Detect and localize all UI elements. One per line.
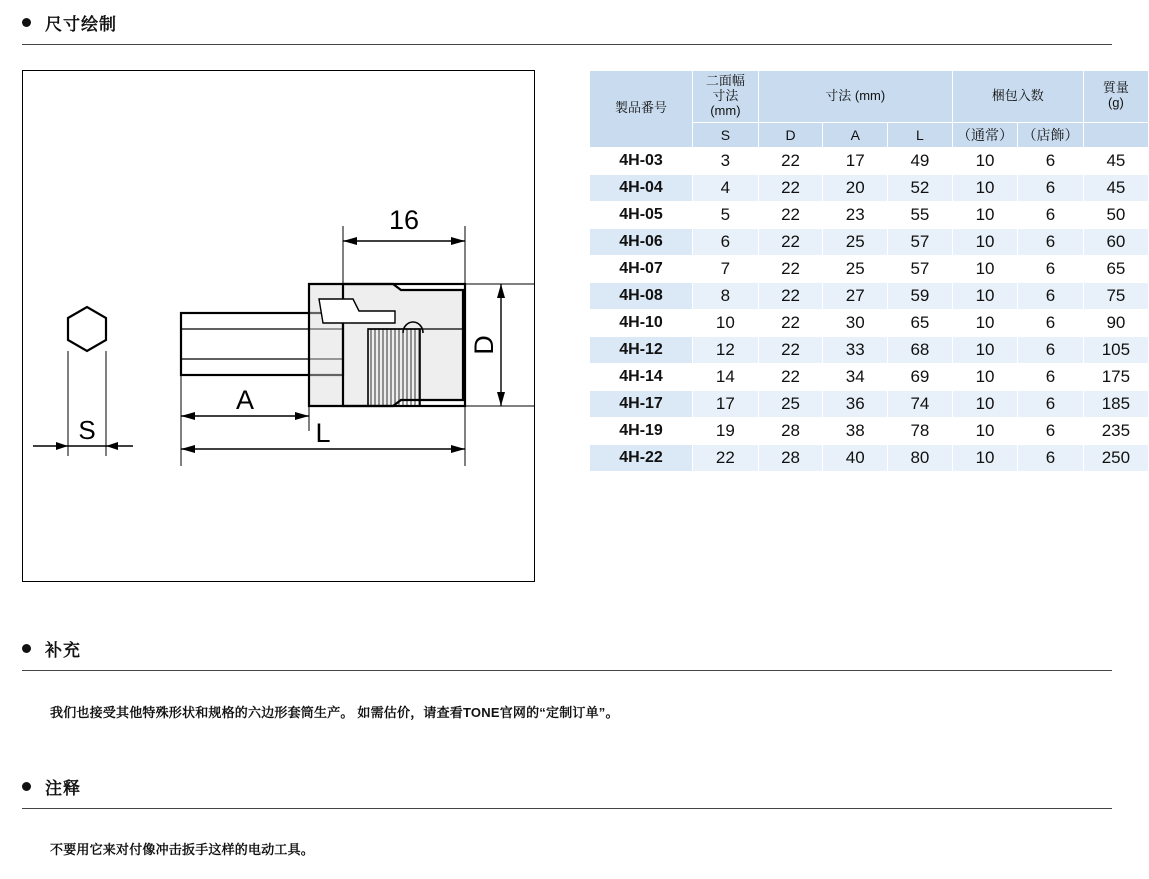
cell-pack-store: 6	[1018, 390, 1084, 417]
cell-s: 19	[693, 417, 759, 444]
cell-d: 22	[758, 336, 823, 363]
cell-weight: 45	[1083, 147, 1148, 174]
header-across-flats-line1: 二面幅	[705, 73, 745, 88]
cell-l: 69	[888, 363, 953, 390]
cell-s: 4	[693, 174, 759, 201]
cell-l: 52	[888, 174, 953, 201]
cell-d: 22	[758, 255, 823, 282]
spec-table	[589, 70, 1149, 472]
cell-a: 17	[823, 147, 888, 174]
bullet-icon	[22, 782, 31, 791]
dimension-drawing	[22, 70, 535, 582]
cell-d: 22	[758, 363, 823, 390]
cell-pack-store: 6	[1018, 309, 1084, 336]
cell-s: 6	[693, 228, 759, 255]
header-sub-s: S	[693, 122, 759, 147]
label-16: 16	[388, 205, 420, 235]
cell-a: 33	[823, 336, 888, 363]
cell-weight: 50	[1083, 201, 1148, 228]
cell-pack-store: 6	[1018, 444, 1084, 471]
hex-profile-icon	[68, 307, 106, 351]
divider-supplement	[22, 670, 1112, 671]
cell-weight: 185	[1083, 390, 1148, 417]
table-row	[590, 336, 1149, 363]
label-l: L	[315, 418, 331, 448]
header-weight-line2: (g)	[1107, 95, 1124, 111]
cell-a: 40	[823, 444, 888, 471]
cell-a: 23	[823, 201, 888, 228]
cell-d: 22	[758, 228, 823, 255]
cell-pack-store: 6	[1018, 336, 1084, 363]
cell-a: 36	[823, 390, 888, 417]
cell-s: 3	[693, 147, 759, 174]
bullet-icon	[22, 644, 31, 653]
cell-model: 4H-12	[590, 336, 693, 363]
cell-s: 7	[693, 255, 759, 282]
spec-table-head	[590, 71, 1149, 148]
cell-s: 14	[693, 363, 759, 390]
table-row	[590, 417, 1149, 444]
cell-l: 49	[888, 147, 953, 174]
cell-l: 80	[888, 444, 953, 471]
cell-d: 28	[758, 444, 823, 471]
cell-d: 22	[758, 147, 823, 174]
cell-l: 74	[888, 390, 953, 417]
table-row	[590, 390, 1149, 417]
cell-s: 17	[693, 390, 759, 417]
header-sub-d: D	[758, 122, 823, 147]
table-row	[590, 282, 1149, 309]
cell-model: 4H-22	[590, 444, 693, 471]
table-row	[590, 147, 1149, 174]
table-row	[590, 309, 1149, 336]
header-dimensions: 寸法 (mm)	[758, 71, 952, 123]
cell-model: 4H-05	[590, 201, 693, 228]
header-row-1	[590, 71, 1149, 123]
cell-pack-store: 6	[1018, 417, 1084, 444]
header-sub-a: A	[823, 122, 888, 147]
cell-pack-store: 6	[1018, 147, 1084, 174]
section-title-notes: 注释	[45, 779, 81, 798]
cell-l: 59	[888, 282, 953, 309]
cell-pack-normal: 10	[952, 417, 1018, 444]
section-heading-supplement	[22, 636, 1112, 661]
cell-weight: 235	[1083, 417, 1148, 444]
table-row	[590, 444, 1149, 471]
cell-s: 10	[693, 309, 759, 336]
header-weight	[1083, 71, 1148, 123]
cell-a: 38	[823, 417, 888, 444]
cell-weight: 45	[1083, 174, 1148, 201]
cell-d: 22	[758, 282, 823, 309]
divider-dimensions	[22, 44, 1112, 45]
cell-pack-store: 6	[1018, 201, 1084, 228]
cell-l: 78	[888, 417, 953, 444]
cell-pack-normal: 10	[952, 363, 1018, 390]
cell-weight: 250	[1083, 444, 1148, 471]
section-heading-notes	[22, 774, 1112, 799]
cell-pack-store: 6	[1018, 255, 1084, 282]
header-across-flats-line2: 寸法	[712, 87, 739, 103]
cell-model: 4H-04	[590, 174, 693, 201]
label-a: A	[235, 385, 255, 415]
label-s: S	[78, 415, 96, 445]
cell-a: 25	[823, 255, 888, 282]
table-row	[590, 174, 1149, 201]
bullet-icon	[22, 18, 31, 27]
cell-d: 22	[758, 201, 823, 228]
cell-model: 4H-06	[590, 228, 693, 255]
cell-pack-normal: 10	[952, 147, 1018, 174]
cell-s: 12	[693, 336, 759, 363]
section-title-supplement: 补充	[45, 641, 81, 660]
header-weight-line1: 質量	[1102, 80, 1129, 96]
cell-pack-normal: 10	[952, 174, 1018, 201]
header-packing: 梱包入数	[952, 71, 1083, 123]
divider-notes	[22, 808, 1112, 809]
label-d: D	[469, 335, 499, 355]
cell-l: 55	[888, 201, 953, 228]
table-row	[590, 255, 1149, 282]
header-across-flats	[693, 71, 759, 123]
section-heading-dimensions	[22, 10, 1112, 35]
cell-model: 4H-07	[590, 255, 693, 282]
cell-a: 30	[823, 309, 888, 336]
cell-a: 25	[823, 228, 888, 255]
cell-a: 20	[823, 174, 888, 201]
cell-weight: 75	[1083, 282, 1148, 309]
cell-model: 4H-10	[590, 309, 693, 336]
cell-weight: 105	[1083, 336, 1148, 363]
cell-pack-normal: 10	[952, 282, 1018, 309]
header-sub-pack-normal: （通常）	[952, 122, 1018, 147]
header-sub-l: L	[888, 122, 953, 147]
cell-weight: 65	[1083, 255, 1148, 282]
header-sub-weight-spacer	[1083, 122, 1148, 147]
cell-pack-store: 6	[1018, 363, 1084, 390]
section-title-dimensions: 尺寸绘制	[45, 15, 117, 34]
cell-weight: 90	[1083, 309, 1148, 336]
cell-pack-normal: 10	[952, 228, 1018, 255]
cell-pack-normal: 10	[952, 255, 1018, 282]
cell-model: 4H-14	[590, 363, 693, 390]
cell-d: 22	[758, 174, 823, 201]
cell-pack-normal: 10	[952, 309, 1018, 336]
cell-pack-normal: 10	[952, 390, 1018, 417]
cell-model: 4H-19	[590, 417, 693, 444]
header-sub-pack-store: （店飾）	[1018, 122, 1084, 147]
cell-d: 28	[758, 417, 823, 444]
cell-d: 25	[758, 390, 823, 417]
cell-l: 57	[888, 255, 953, 282]
cell-pack-normal: 10	[952, 336, 1018, 363]
table-row	[590, 201, 1149, 228]
cell-pack-store: 6	[1018, 228, 1084, 255]
cell-s: 5	[693, 201, 759, 228]
spec-table-container	[589, 70, 1149, 472]
cell-weight: 60	[1083, 228, 1148, 255]
supplement-text: 我们也接受其他特殊形状和规格的六边形套筒生产。 如需估价，请查看TONE官网的“定制订单”。	[50, 705, 619, 720]
cell-pack-store: 6	[1018, 174, 1084, 201]
notes-text: 不要用它来对付像冲击扳手这样的电动工具。	[50, 842, 315, 857]
cell-s: 8	[693, 282, 759, 309]
header-across-flats-line3: (mm)	[710, 102, 741, 118]
cell-pack-normal: 10	[952, 444, 1018, 471]
cell-s: 22	[693, 444, 759, 471]
cell-pack-store: 6	[1018, 282, 1084, 309]
cell-model: 4H-03	[590, 147, 693, 174]
cell-a: 27	[823, 282, 888, 309]
table-row	[590, 363, 1149, 390]
cell-l: 65	[888, 309, 953, 336]
cell-model: 4H-17	[590, 390, 693, 417]
spec-table-body	[590, 147, 1149, 471]
cell-model: 4H-08	[590, 282, 693, 309]
table-row	[590, 228, 1149, 255]
cell-l: 57	[888, 228, 953, 255]
cell-l: 68	[888, 336, 953, 363]
cell-weight: 175	[1083, 363, 1148, 390]
cell-d: 22	[758, 309, 823, 336]
header-model: 製品番号	[590, 71, 693, 148]
cell-pack-normal: 10	[952, 201, 1018, 228]
cell-a: 34	[823, 363, 888, 390]
